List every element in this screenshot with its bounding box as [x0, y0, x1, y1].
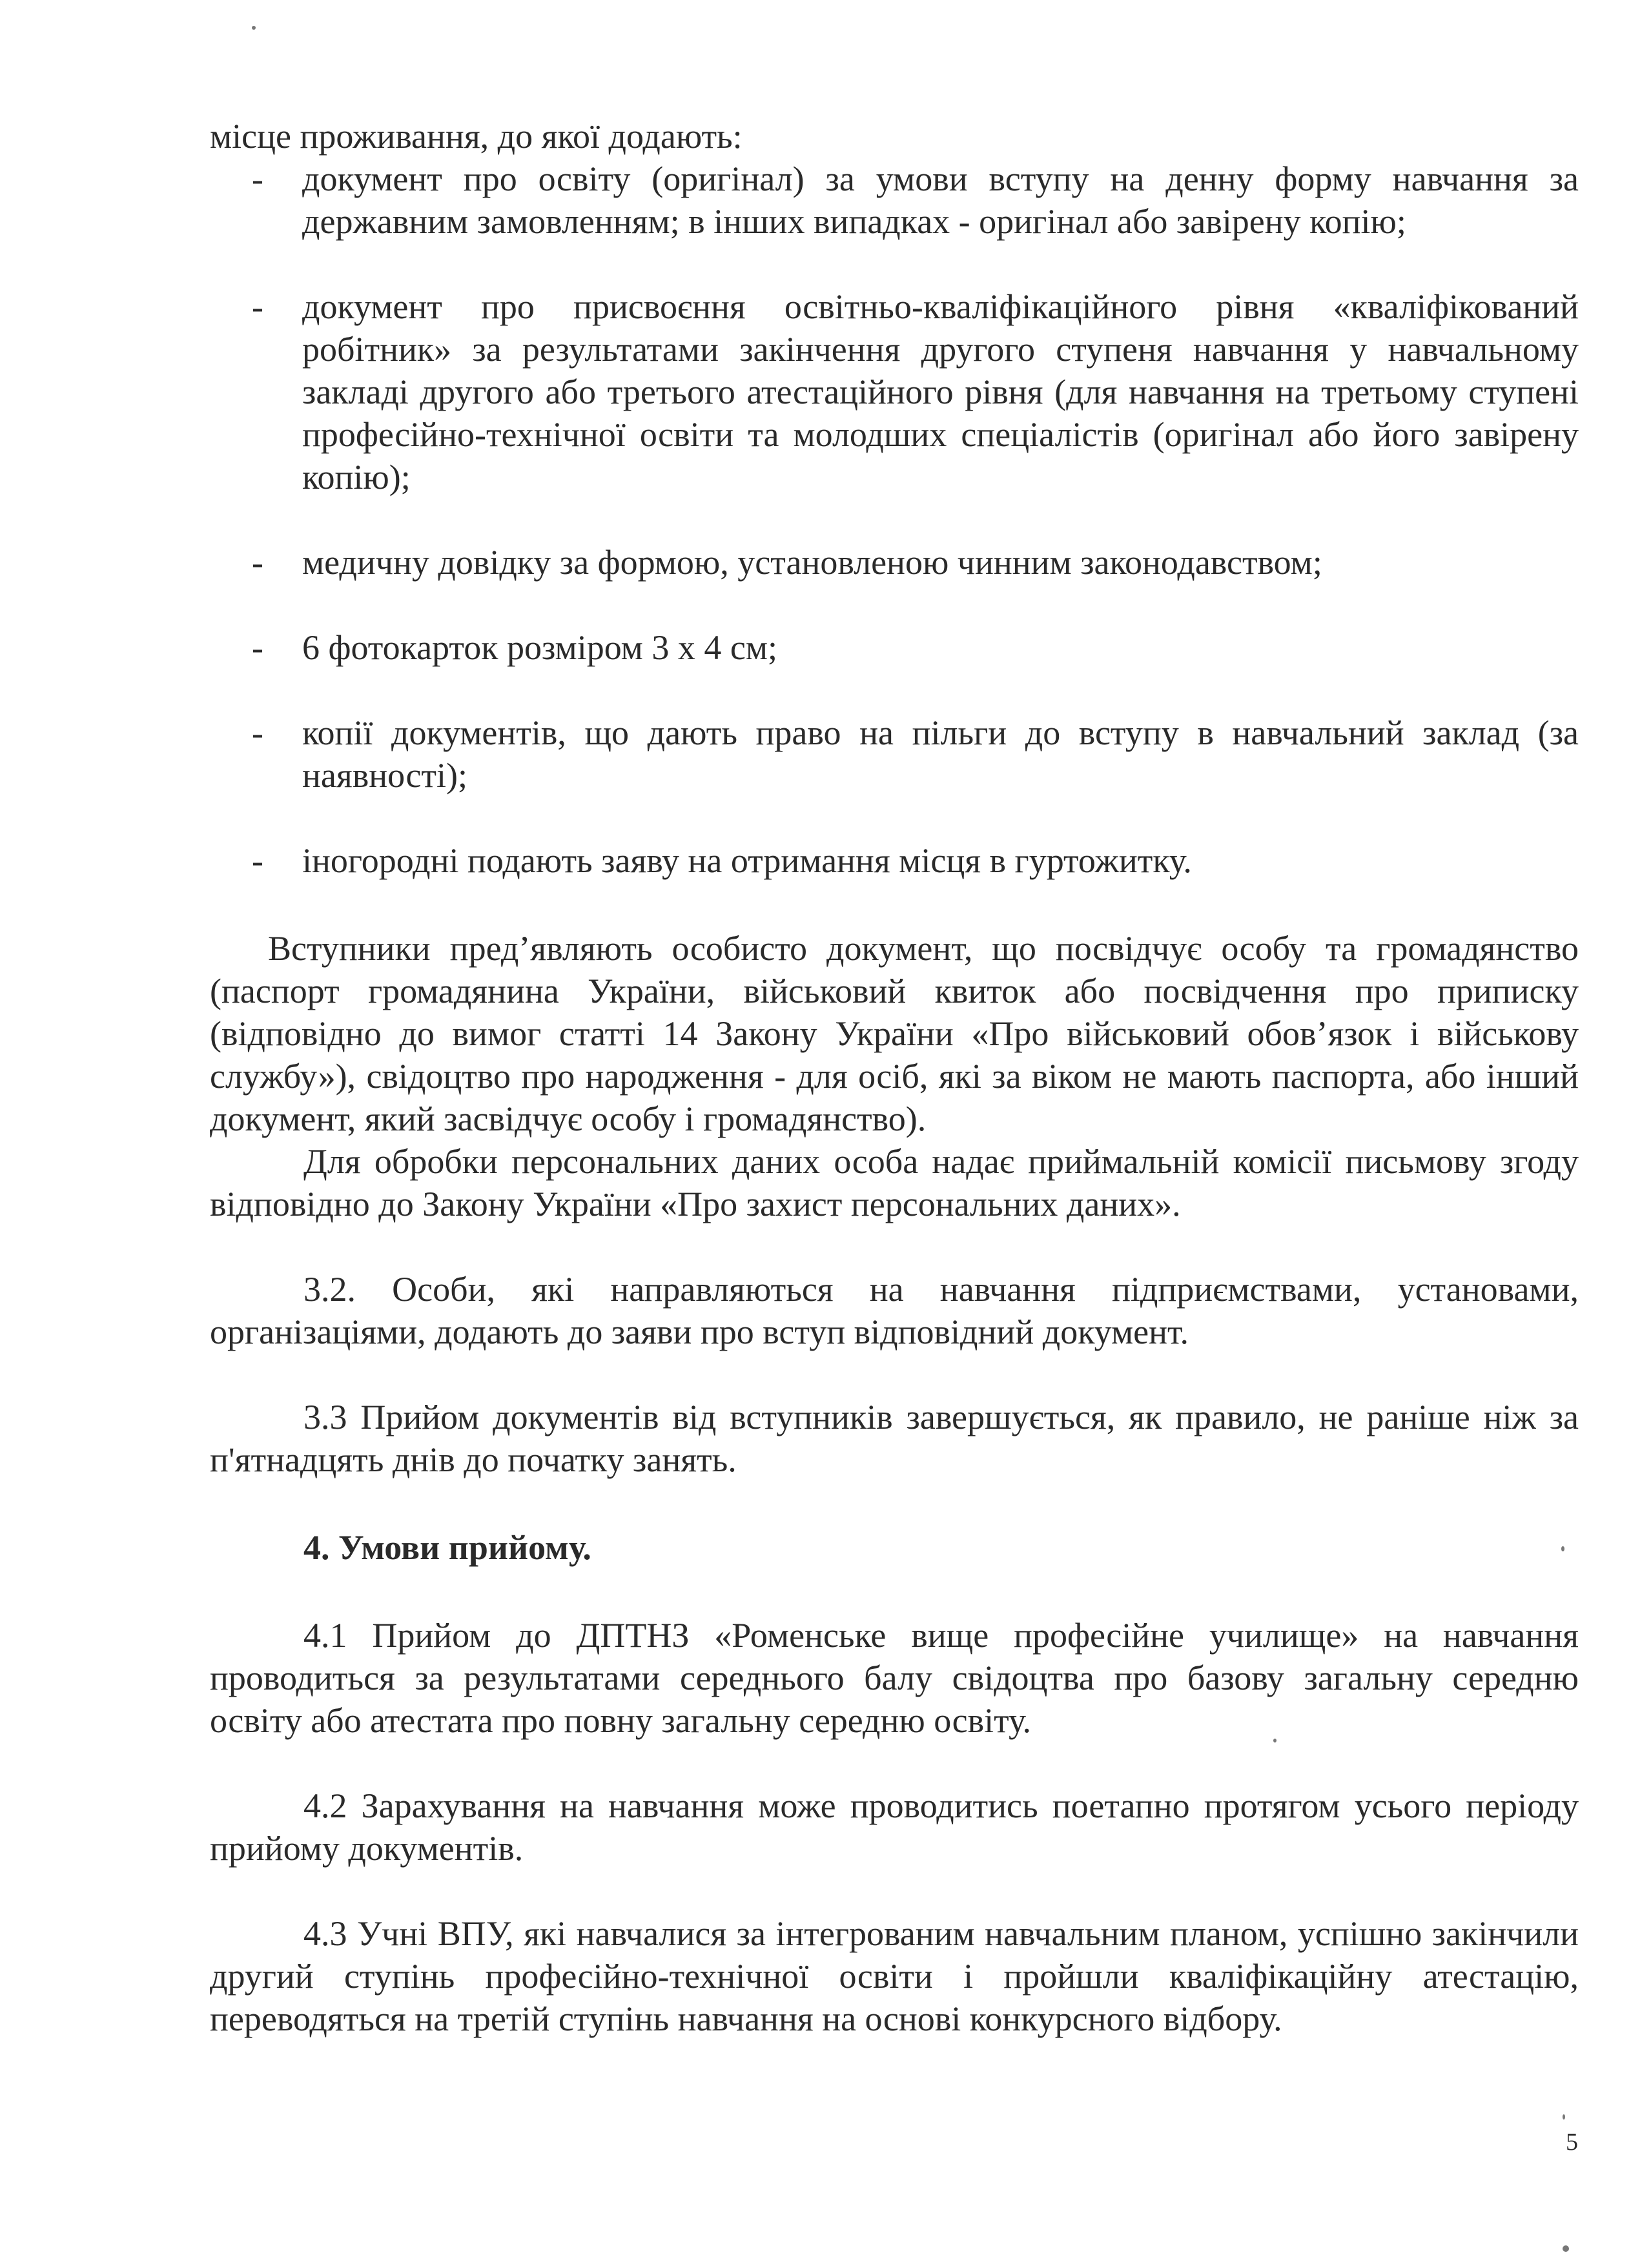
intro-line: місце проживання, до якої додають:	[210, 117, 743, 156]
list-item-text: іногородні подають заяву на отримання місця в гуртожитку.	[302, 841, 1192, 880]
paragraph-4-2: 4.2 Зарахування на навчання може проводитись поетапно протягом усього періоду прийому документів.	[210, 1786, 1579, 1868]
list-marker: -	[252, 543, 263, 582]
required-documents-list	[210, 158, 1579, 882]
paragraph-4-3: 4.3 Учні ВПУ, які навчалися за інтегрованим навчальним планом, успішно закінчили другий ступінь професійно-технічної освіти і пройшли кваліфікаційну атестацію, переводяться на третій ступінь навчання на основі конкурсного відбору.	[210, 1914, 1579, 2038]
list-marker: -	[252, 159, 263, 198]
paragraph-3-3: 3.3 Прийом документів від вступників завершується, як правило, не раніше ніж за п'ятнадцять днів до початку занять.	[210, 1398, 1579, 1479]
list-item-text: 6 фотокарток розміром 3 х 4 см;	[302, 628, 777, 667]
list-item	[210, 839, 1579, 882]
list-item	[210, 541, 1579, 584]
section-heading-4: 4. Умови прийому.	[303, 1528, 591, 1567]
list-item	[210, 158, 1579, 243]
paragraph-3-2: 3.2. Особи, які направляються на навчання підприємствами, установами, організаціями, додають до заяви про вступ відповідний документ.	[210, 1270, 1579, 1351]
list-item-text: медичну довідку за формою, установленою чинним законодавством;	[302, 543, 1322, 582]
list-marker: -	[252, 841, 263, 880]
list-item	[210, 711, 1579, 797]
paragraph-applicants: Вступники пред’являють особисто документ, що посвідчує особу та громадянство (паспорт громадянина України, військовий квиток або посвідчення про приписку (відповідно до вимог статті 14 Закону України «Про військовий обов’язок і військову службу»), свідоцтво про народження - для осіб, які за віком не мають паспорта, або інший документ, який засвідчує особу і громадянство).	[210, 929, 1579, 1138]
paragraph-4-1: 4.1 Прийом до ДПТНЗ «Роменське вище професійне училище» на навчання проводиться за результатами середнього балу свідоцтва про базову загальну середню освіту або атестата про повну загальну середню освіту.	[210, 1616, 1579, 1740]
list-item-text: документ про освіту (оригінал) за умови вступу на денну форму навчання за державним замовленням; в інших випадках - оригінал або завірену копію;	[302, 159, 1579, 241]
list-marker: -	[252, 628, 263, 667]
document-body	[210, 115, 1579, 2040]
scan-speck	[1563, 2245, 1569, 2252]
list-item-text: документ про присвоєння освітньо-кваліфікаційного рівня «кваліфікований робітник» за результатами закінчення другого ступеня навчання у навчальному закладі другого або третього атестаційного рівня (для навчання на третьому ступені професійно-технічної освіти та молодших спеціалістів (оригінал або його завірену копію);	[302, 287, 1579, 496]
paragraph-personal-data: Для обробки персональних даних особа надає приймальній комісії письмову згоду відповідно до Закону України «Про захист персональних даних».	[210, 1142, 1579, 1223]
scan-speck	[252, 26, 256, 30]
list-item	[210, 626, 1579, 669]
list-marker: -	[252, 713, 263, 752]
list-item-text: копії документів, що дають право на пільги до вступу в навчальний заклад (за наявності);	[302, 713, 1579, 795]
page-number: 5	[1566, 2129, 1578, 2156]
list-marker: -	[252, 287, 263, 326]
list-item	[210, 285, 1579, 498]
scan-speck	[1563, 2114, 1565, 2120]
